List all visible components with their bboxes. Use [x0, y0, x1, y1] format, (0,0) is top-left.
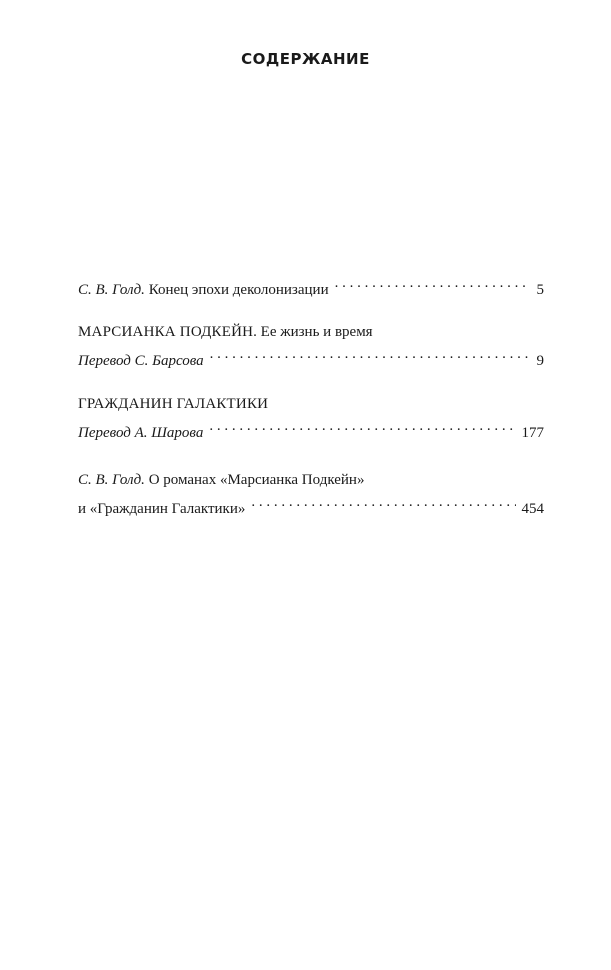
entry-page-number: 5 — [536, 282, 544, 298]
entry-translator: Перевод С. Барсова — [78, 353, 204, 369]
entry-title: МАРСИАНКА ПОДКЕЙН — [78, 324, 254, 340]
toc-entry-citizen[interactable] — [78, 393, 544, 444]
toc-title-line — [78, 393, 544, 415]
toc-entry-podkayne[interactable] — [78, 321, 544, 372]
toc-entry-text — [78, 279, 329, 301]
toc-line — [78, 272, 544, 301]
dot-leader — [335, 272, 530, 294]
toc-line — [78, 343, 544, 372]
dot-leader — [209, 415, 515, 437]
entry-author: С. В. Голд. — [78, 282, 145, 298]
entry-title: О романах «Марсианка Подкейн» — [144, 472, 365, 488]
entry-title: ГРАЖДАНИН ГАЛАКТИКИ — [78, 396, 269, 412]
entry-page-number: 177 — [521, 425, 544, 441]
entry-translator: Перевод А. Шарова — [78, 425, 204, 441]
table-of-contents — [78, 272, 544, 520]
toc-title-line — [78, 469, 544, 491]
entry-author: С. В. Голд. — [78, 472, 145, 488]
dot-leader — [251, 491, 515, 513]
contents-heading: СОДЕРЖАНИЕ — [241, 50, 370, 68]
toc-entry-afterword[interactable] — [78, 469, 544, 520]
dot-leader — [210, 343, 530, 365]
toc-line — [78, 491, 544, 520]
toc-title-line — [78, 321, 544, 343]
toc-line — [78, 415, 544, 444]
entry-page-number: 454 — [521, 501, 544, 517]
entry-subtitle: . Ее жизнь и время — [253, 324, 373, 340]
entry-page-number: 9 — [536, 353, 544, 369]
entry-title-continued: и «Гражданин Галактики» — [78, 501, 246, 517]
entry-title: Конец эпохи деколонизации — [144, 282, 329, 298]
toc-entry-decolonization[interactable] — [78, 272, 544, 301]
